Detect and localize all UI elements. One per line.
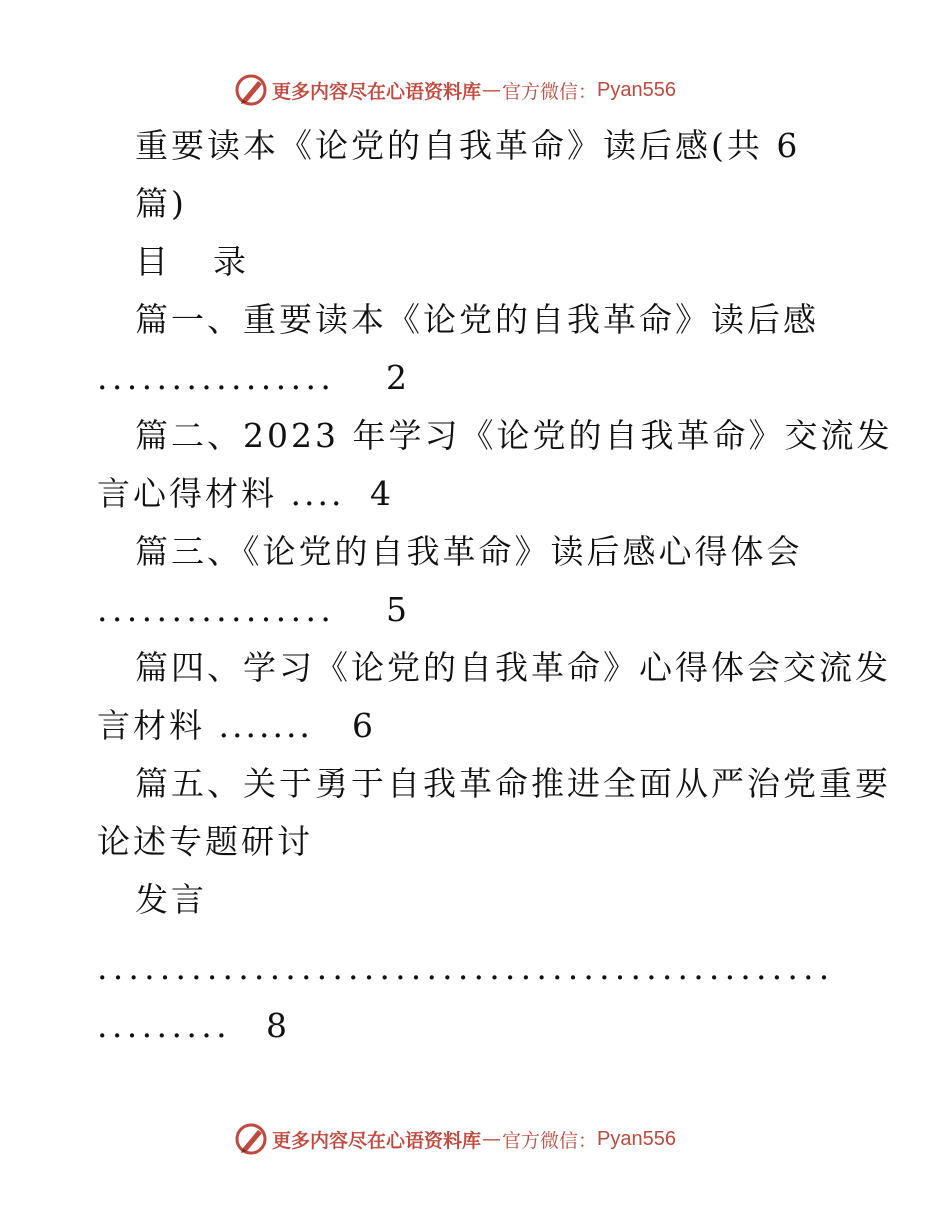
- toc-entry-3-leader: ................: [97, 590, 336, 629]
- toc-entry-2-page[interactable]: 4: [370, 474, 394, 513]
- toc-entry-2-title-cont[interactable]: 言心得材料 ....: [97, 474, 345, 513]
- toc-entry-5-leader: ...............................................: [97, 948, 835, 987]
- toc-entry-5-title-cont-2[interactable]: 发言: [135, 880, 207, 919]
- toc-entry-4-title[interactable]: 篇四、学习《论党的自我革命》心得体会交流发: [135, 648, 891, 687]
- toc-entry-3-title[interactable]: 篇三、《论党的自我革命》读后感心得体会: [135, 532, 803, 571]
- watermark-main-text: 更多内容尽在心语资料库: [272, 80, 482, 103]
- document-title-line-1: 重要读本《论党的自我革命》读后感(共 6: [135, 126, 801, 165]
- document-title-line-2: 篇): [135, 184, 187, 223]
- toc-entry-1-page[interactable]: 2: [386, 358, 410, 397]
- toc-entry-1-leader: ................: [97, 358, 336, 397]
- toc-entry-5-title[interactable]: 篇五、关于勇于自我革命推进全面从严治党重要: [135, 764, 891, 803]
- toc-entry-4-title-cont[interactable]: 言材料 .......: [97, 706, 313, 745]
- toc-entry-2-title[interactable]: 篇二、2023 年学习《论党的自我革命》交流发: [135, 416, 893, 455]
- toc-entry-5-title-cont[interactable]: 论述专题研讨: [97, 822, 313, 861]
- toc-entry-4-page[interactable]: 6: [352, 706, 376, 745]
- watermark-handle: Pyan556: [597, 1127, 676, 1150]
- pen-logo-icon: [234, 1121, 270, 1157]
- toc-entry-3-page[interactable]: 5: [386, 590, 410, 629]
- toc-entry-5-page[interactable]: 8: [266, 1006, 290, 1045]
- watermark-sub-text: 官方微信：: [502, 1129, 598, 1152]
- header-watermark: [234, 72, 754, 108]
- footer-watermark: [234, 1121, 754, 1157]
- toc-heading: 目 录: [135, 242, 252, 281]
- watermark-separator: —: [482, 79, 502, 101]
- watermark-separator: —: [482, 1128, 502, 1150]
- watermark-main-text: 更多内容尽在心语资料库: [272, 1129, 482, 1152]
- toc-entry-1-title[interactable]: 篇一、重要读本《论党的自我革命》读后感: [135, 300, 819, 339]
- watermark-sub-text: 官方微信：: [502, 80, 598, 103]
- pen-logo-icon: [234, 72, 270, 108]
- toc-entry-5-leader-2: .........: [97, 1006, 232, 1045]
- watermark-handle: Pyan556: [597, 78, 676, 101]
